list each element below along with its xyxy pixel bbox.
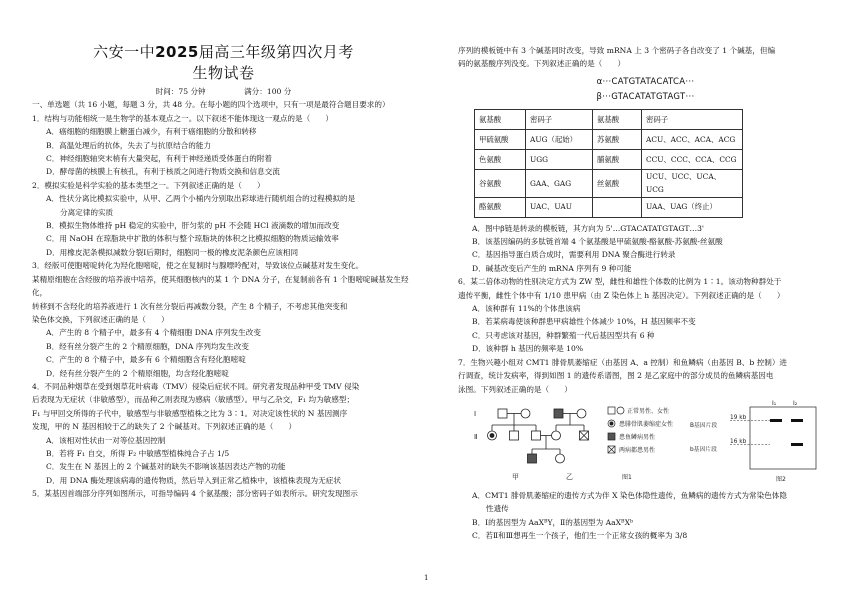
exam-title — [32, 42, 415, 63]
figure-1-caption: 图1 — [622, 473, 632, 481]
gel-band — [770, 419, 782, 422]
q4-option-a: A．该相对性状由一对等位基因控制 — [46, 435, 166, 445]
question-4-stem-line: 后表现为无症状（非敏感型），而品种乙则表现为感病（敏感型）。甲与乙杂交，F₁ 均为敏感型； — [32, 395, 355, 405]
pedigree-female-normal — [521, 409, 530, 418]
table-row — [475, 129, 743, 149]
q6-option-a: A．该种群有 11%的个体患该病 — [472, 304, 581, 314]
table-header: 氨基酸 — [475, 109, 526, 129]
pedigree-female-normal — [556, 454, 565, 463]
dna-alpha-strand: α···CATGTATACATCA··· — [596, 76, 695, 87]
legend-label: 正常男性、女性 — [627, 407, 670, 415]
family-label: 甲 — [512, 472, 519, 481]
question-6-stem-line: 遗传平衡，雌性个体中有 1/10 患甲病（由 Z 染色体上 h 基因决定）。下列叙述正确的是（ ） — [458, 290, 785, 300]
q7-option-c: C．若Ⅱ和Ⅲ想再生一个孩子，他们生一个正常女孩的概率为 3/8 — [472, 531, 688, 541]
table-row — [475, 149, 743, 169]
gel-fragment-label: B基因片段 — [690, 422, 718, 429]
question-4-stem-line: 发现，甲的 N 基因相较于乙的缺失了 2 个碱基对。下列叙述正确的是（ ） — [32, 422, 297, 432]
question-3-stem: 3．经版可使胞嘧啶转化为羟化胞嘧啶，使之在复制时与腺嘌呤配对，导致该位点碱基对发生变化。 — [32, 261, 364, 271]
q5-option-b: B．该基因编码的多肽链首端 4 个氨基酸是甲硫氨酸-酪氨酸-苏氨酸-丝氨酸 — [472, 237, 723, 247]
page-number: 1 — [424, 574, 429, 582]
q2-option-a-cont: 分离定律的实质 — [60, 207, 114, 217]
table-cell: GAA、GAG — [526, 169, 593, 197]
table-cell: ACU、ACC、ACA、ACG — [642, 129, 743, 149]
q7-option-a: A．CMT1 腓骨肌萎缩症的遗传方式为伴 X 染色体隐性遗传，鱼鳞病的遗传方式为常染色体隐 — [472, 490, 787, 500]
table-cell: UAA、UAG（终止） — [642, 197, 743, 217]
pedigree-female-cmt1 — [490, 433, 494, 437]
legend-label: 患腓骨肌萎缩症女性 — [619, 420, 674, 428]
gel-band — [791, 419, 803, 422]
pedigree-male-normal — [532, 431, 541, 440]
question-1-stem: 1．结构与功能相统一是生物学的基本观点之一。以下叙述不能体现这一观点的是（ ） — [32, 113, 333, 123]
q4-option-b: B．若将 F₁ 自交，所得 F₂ 中敏感型植株纯合子占 1/5 — [46, 448, 230, 458]
q4-option-d: D．用 DNA 酶处理该病毒的遗传物质，然后导入到正常乙植株中，该植株表现为无症状 — [46, 475, 341, 485]
q6-option-b: B．若某病毒使该种群患甲病雄性个体减少 10%，H 基因频率不变 — [472, 317, 696, 327]
table-cell: UGG — [526, 149, 593, 169]
q1-option-b: B．高温处理后的抗体，失去了与抗原结合的能力 — [46, 140, 212, 150]
legend-cmt1-female-icon — [610, 422, 613, 425]
table-cell: AUG（起始） — [526, 129, 593, 149]
legend-label: 患鱼鳞病男性 — [619, 433, 656, 441]
question-2-stem: 2．模拟实验是科学实验的基本类型之一。下列叙述正确的是（ ） — [32, 180, 265, 190]
q6-option-c: C．只考虑该对基因，种群繁殖一代后基因型共有 6 种 — [472, 330, 655, 340]
table-cell: 脯氨酸 — [593, 149, 642, 169]
left-column — [32, 0, 415, 501]
table-header: 密码子 — [642, 109, 743, 129]
pedigree-male-fish-scale — [554, 409, 563, 418]
question-3-stem-line: 染色体交换，下列叙述正确的是（ ） — [32, 314, 169, 324]
table-cell: 丝氨酸 — [593, 169, 642, 197]
question-5-stem-cont: 码的氨基酸序列没变。下列叙述正确的是（ ） — [458, 59, 626, 69]
codon-table — [474, 109, 743, 218]
q1-option-a: A．癌细胞的细胞膜上糖蛋白减少，有利于癌细胞的分散和转移 — [46, 127, 257, 137]
question-3-stem-line: 某精原细胞在含经胺的培养液中培养，使其细胞核内的某 1 个 DNA 分子，在复制前各有 1 个胞嘧啶碱基发生羟化， — [32, 274, 409, 298]
pedigree-female-normal — [577, 409, 586, 418]
q2-option-c: C．用 NaOH 在琼脂块中扩散的体积与整个琼脂块的体积之比模拟细胞的物质运输效率 — [46, 234, 339, 244]
legend-normal-male-icon — [608, 407, 615, 414]
question-7-stem-line: 行调查，统计发病率，得到如图 1 的遗传系谱图，图 2 是乙家庭中的部分成员的鱼鳞病基因电 — [458, 371, 774, 381]
dna-beta-strand: β···GTACATATGTAGT··· — [596, 91, 695, 102]
table-row — [475, 109, 743, 129]
table-row — [475, 169, 743, 197]
q2-option-a: A．性状分离比模拟实验中，从甲、乙两个小桶内分别取出彩球进行随机组合的过程模拟的是 — [46, 194, 356, 204]
family-label: 乙 — [566, 472, 573, 481]
q5-option-a: A．图中β链是转录的模板链，其方向为 5'…GTACATATGTAGT…3' — [472, 223, 705, 233]
table-cell: UAC、UAU — [526, 197, 593, 217]
q7-option-a-cont: 性遗传 — [486, 504, 509, 514]
q2-option-b: B．模拟生物体维持 pH 稳定的实验中，肝匀浆的 pH 不会随 HCl 液滴数的增加而改变 — [46, 221, 340, 231]
question-7-stem-line: 泳图。下列叙述正确的是（ ） — [458, 384, 572, 394]
title-year: 2025 — [155, 43, 199, 61]
right-column — [458, 44, 833, 543]
table-cell — [593, 197, 642, 217]
exam-time: 时间：75 分钟 — [155, 87, 206, 96]
generation-label: Ⅰ — [474, 409, 477, 418]
table-cell: 苏氨酸 — [593, 129, 642, 149]
q4-option-c: C．发生在 N 基因上的 2 个碱基对的缺失不影响该基因表达产物的功能 — [46, 462, 286, 472]
question-5-stem-cont: 序列的模板链中有 3 个碱基同时改变，导致 mRNA 上 3 个密码子各自改变了 1 个碱基，但编 — [458, 46, 776, 55]
q3-option-d: D．经有丝分裂产生的 2 个精原细胞，均含羟化胞嘧啶 — [46, 368, 229, 378]
generation-label: Ⅱ — [474, 432, 478, 441]
q2-option-d: D．用橡皮泥条模拟减数分裂Ⅰ后期时，细胞同一极的橡皮泥条颜色应该相同 — [46, 247, 299, 257]
table-cell: 色氨酸 — [475, 149, 526, 169]
gel-size-label: 16 kb — [730, 438, 747, 445]
gel-fragment-label: b基因片段 — [690, 446, 717, 453]
gel-size-label: 19 kb — [730, 414, 747, 421]
q5-option-c: C．基因指导蛋白质合成时，需要利用 DNA 聚合酶进行转录 — [472, 250, 676, 260]
pedigree-male-fish-scale — [528, 454, 537, 463]
table-cell: UCU、UCC、UCA、UCG — [642, 169, 743, 197]
section-heading: 一、单选题（共 16 小题，每题 3 分，共 48 分。在每小题的四个选项中，只有一项是最符合题目要求的） — [32, 100, 390, 110]
question-5-stem: 5．某基因首端部分序列如图所示，可指导编码 4 个氨基酸；部分密码子如表所示。研究发现图示 — [32, 489, 358, 499]
q3-option-a: A．产生的 8 个精子中，最多有 4 个精细胞 DNA 序列发生改变 — [46, 328, 261, 338]
figure-area — [458, 399, 833, 487]
pedigree-chart — [488, 409, 589, 463]
gel-band — [791, 443, 803, 446]
figure-2-caption: 图2 — [776, 475, 786, 483]
exam-score: 满分：100 分 — [244, 87, 292, 96]
pedigree-female-normal — [552, 431, 561, 440]
pedigree-male-normal — [498, 409, 507, 418]
pedigree-and-gel-figure — [458, 399, 833, 487]
question-3-stem-line: 转移到不含羟化的培养液进行 1 次有丝分裂后再减数分裂，产生 8 个精子，不考虑其他突变和 — [32, 301, 348, 311]
table-row — [475, 197, 743, 217]
q5-option-d: D．碱基改变后产生的 mRNA 序列有 9 种可能 — [472, 263, 632, 273]
title-school: 六安一中 — [93, 43, 156, 61]
gel-lane-label: I₂ — [793, 399, 798, 407]
table-cell: CCU、CCC、CCA、CCG — [642, 149, 743, 169]
table-header: 氨基酸 — [593, 109, 642, 129]
exam-subject: 生物试卷 — [192, 64, 255, 82]
table-header: 密码子 — [526, 109, 593, 129]
q3-option-c: C．产生的 8 个精子中，最多有 6 个精细胞含有羟化胞嘧啶 — [46, 355, 246, 365]
title-exam: 届高三年级第四次月考 — [198, 43, 354, 61]
gel-lane-label: I₁ — [772, 399, 777, 407]
q1-option-c: C．神经细胞轴突末梢有大量突起，有利于神经递质受体蛋白的附着 — [46, 154, 273, 164]
question-4-stem: 4．不同品种烟草在受到烟草花叶病毒（TMV）侵染后症状不同。研究者发现品种甲受 TMV 侵染 — [32, 381, 360, 391]
q6-option-d: D．该种群 h 基因的频率是 10% — [472, 344, 584, 354]
legend-fish-scale-male-icon — [608, 433, 615, 440]
q7-option-b: B．Ⅰ的基因型为 AaXᴮY，Ⅱ的基因型为 AaXᴮXᵇ — [472, 517, 634, 527]
legend-normal-female-icon — [617, 407, 624, 414]
legend-label: 两病都患男性 — [619, 446, 656, 454]
table-cell: 谷氨酸 — [475, 169, 526, 197]
exam-meta — [32, 85, 415, 98]
q1-option-d: D．酵母菌的核膜上有核孔，有利于核质之间进行物质交换和信息交流 — [46, 167, 280, 177]
question-7-stem: 7．生物兴趣小组对 CMT1 腓骨肌萎缩症（由基因 A、a 控制）和鱼鳞病（由基因 B、b 控制）进 — [458, 357, 788, 367]
question-6-stem: 6．某二倍体动物的性别决定方式为 ZW 型，雌性和雄性个体数的比例为 1∶1。该动物种群处于 — [458, 277, 782, 287]
table-cell: 甲硫氨酸 — [475, 129, 526, 149]
table-cell: 酪氨酸 — [475, 197, 526, 217]
question-4-stem-line: F₁ 与甲回交所得的子代中，敏感型与非敏感型植株之比为 3∶1。对决定该性状的 N 基因测序 — [32, 408, 348, 418]
q3-option-b: B．经有丝分裂产生的 2 个精原细胞，DNA 序列均发生改变 — [46, 341, 249, 351]
pedigree-male-normal — [510, 431, 519, 440]
